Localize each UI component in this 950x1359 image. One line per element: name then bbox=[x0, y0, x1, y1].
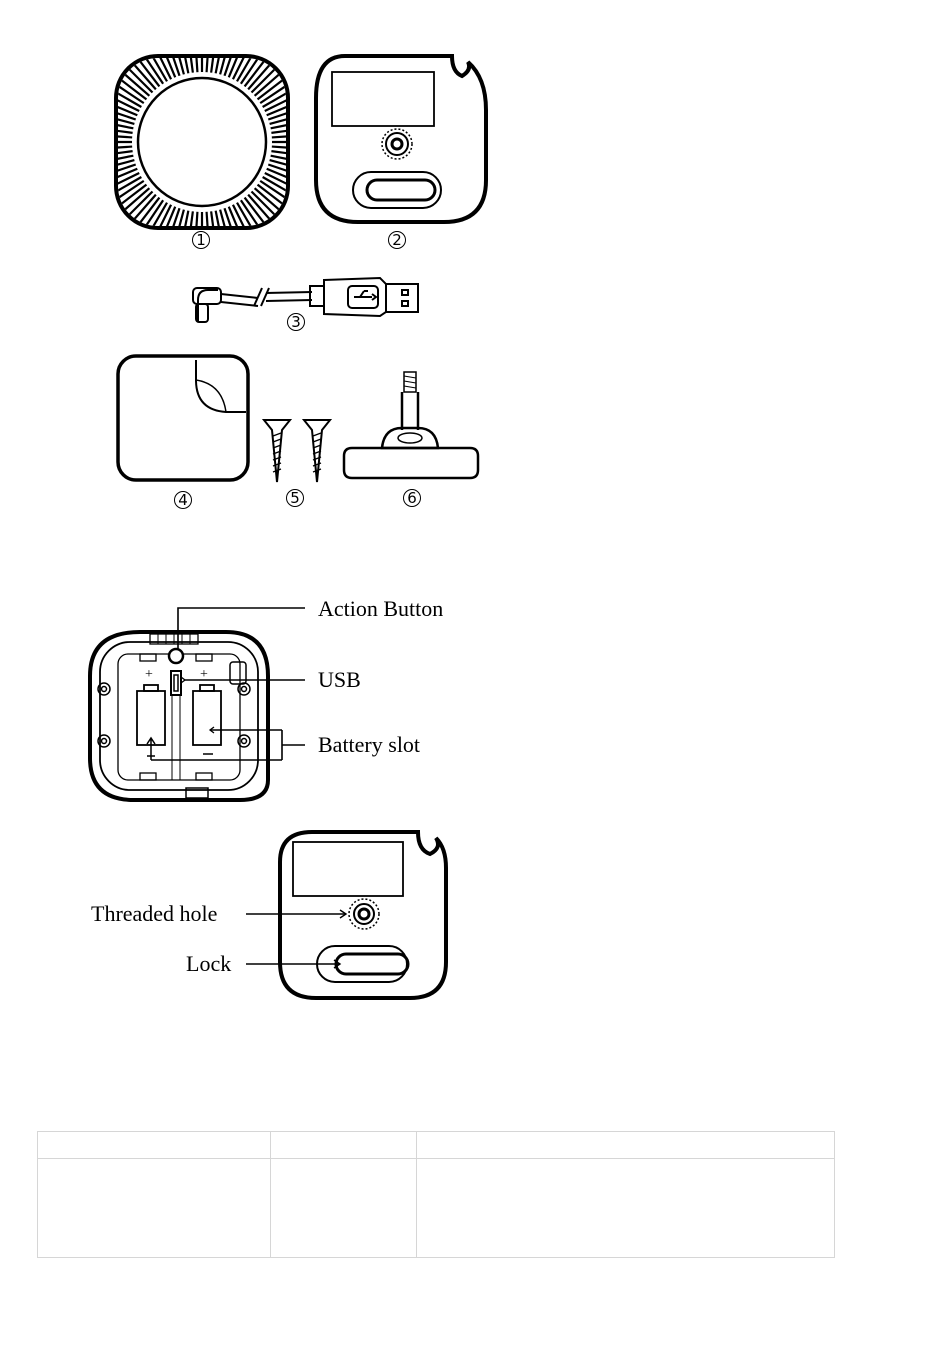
action-button-icon bbox=[169, 649, 183, 663]
ring-tick bbox=[258, 185, 306, 222]
ring-tick bbox=[116, 195, 156, 240]
ring-tick bbox=[116, 44, 156, 89]
table-cell bbox=[270, 1132, 416, 1159]
usb-cable-icon bbox=[193, 278, 418, 322]
ring-tick bbox=[123, 39, 160, 87]
screw-thread bbox=[313, 469, 321, 472]
ring-tick bbox=[272, 133, 332, 137]
ring-tick bbox=[248, 44, 288, 89]
threaded-hole-label: Threaded hole bbox=[91, 901, 218, 926]
table-cell bbox=[38, 1159, 271, 1258]
ring-tick bbox=[216, 211, 228, 270]
adhesive-pad-icon bbox=[118, 356, 248, 480]
screw-thread bbox=[313, 439, 321, 442]
ring-tick bbox=[229, 22, 252, 77]
spec-table bbox=[37, 1131, 835, 1258]
item-number: 3 bbox=[287, 313, 305, 331]
ring-tick bbox=[177, 14, 189, 73]
sensor-inside-view bbox=[90, 632, 268, 800]
screws-icon bbox=[264, 420, 330, 482]
ring-tick bbox=[72, 133, 132, 137]
screw-icon bbox=[98, 683, 250, 747]
ring-tick bbox=[271, 156, 330, 168]
action-button-label: Action Button bbox=[318, 596, 444, 621]
ring-tick bbox=[267, 92, 322, 115]
usb-label: USB bbox=[318, 667, 361, 692]
table-row bbox=[38, 1159, 835, 1258]
ring-tick bbox=[193, 12, 197, 72]
screw-thread bbox=[273, 469, 281, 472]
ring-tick bbox=[177, 211, 189, 270]
ring-tick bbox=[255, 56, 300, 96]
ring-tick bbox=[245, 39, 282, 87]
item-number: 1 bbox=[192, 231, 210, 249]
ring-tick bbox=[271, 117, 330, 129]
ring-tick bbox=[248, 195, 288, 240]
screw-thread bbox=[313, 463, 321, 466]
ring-tick bbox=[82, 92, 137, 115]
ring-tick bbox=[74, 117, 133, 129]
svg-text:+: + bbox=[200, 667, 208, 682]
lock-label: Lock bbox=[186, 951, 232, 976]
table-cell bbox=[38, 1132, 271, 1159]
ring-tick bbox=[104, 188, 149, 228]
ring-tick bbox=[152, 207, 175, 262]
item-number: 6 bbox=[403, 489, 421, 507]
table-row bbox=[38, 1132, 835, 1159]
ring-tick bbox=[216, 14, 228, 73]
table-cell bbox=[416, 1132, 834, 1159]
table-cell bbox=[416, 1159, 834, 1258]
item-number: 5 bbox=[286, 489, 304, 507]
battery-slot-label: Battery slot bbox=[318, 732, 421, 757]
ring-tick bbox=[123, 198, 160, 246]
ring-tick bbox=[207, 12, 211, 72]
mount-stand-icon bbox=[344, 372, 478, 478]
ring-tick bbox=[258, 63, 306, 100]
item-number: 2 bbox=[388, 231, 406, 249]
ring-tick bbox=[267, 169, 322, 192]
ring-tick bbox=[152, 22, 175, 77]
back-callout-lines bbox=[246, 910, 346, 968]
screw-thread bbox=[313, 433, 321, 436]
ring-tick bbox=[99, 185, 147, 222]
ring-tick bbox=[229, 207, 252, 262]
screw-thread bbox=[273, 433, 281, 436]
ring-tick bbox=[99, 63, 147, 100]
ring-tick bbox=[245, 198, 282, 246]
item-number: 4 bbox=[174, 491, 192, 509]
ring-tick bbox=[255, 188, 300, 228]
table-cell bbox=[270, 1159, 416, 1258]
ring-tick bbox=[72, 147, 132, 151]
ring-tick bbox=[82, 169, 137, 192]
screw-thread bbox=[273, 439, 281, 442]
ring-tick bbox=[272, 147, 332, 151]
screw-thread bbox=[273, 463, 281, 466]
sensor-back-view bbox=[280, 832, 446, 998]
ring-tick bbox=[104, 56, 149, 96]
ring-tick bbox=[74, 156, 133, 168]
svg-text:+: + bbox=[145, 667, 153, 682]
sensor-back-icon bbox=[316, 56, 486, 222]
